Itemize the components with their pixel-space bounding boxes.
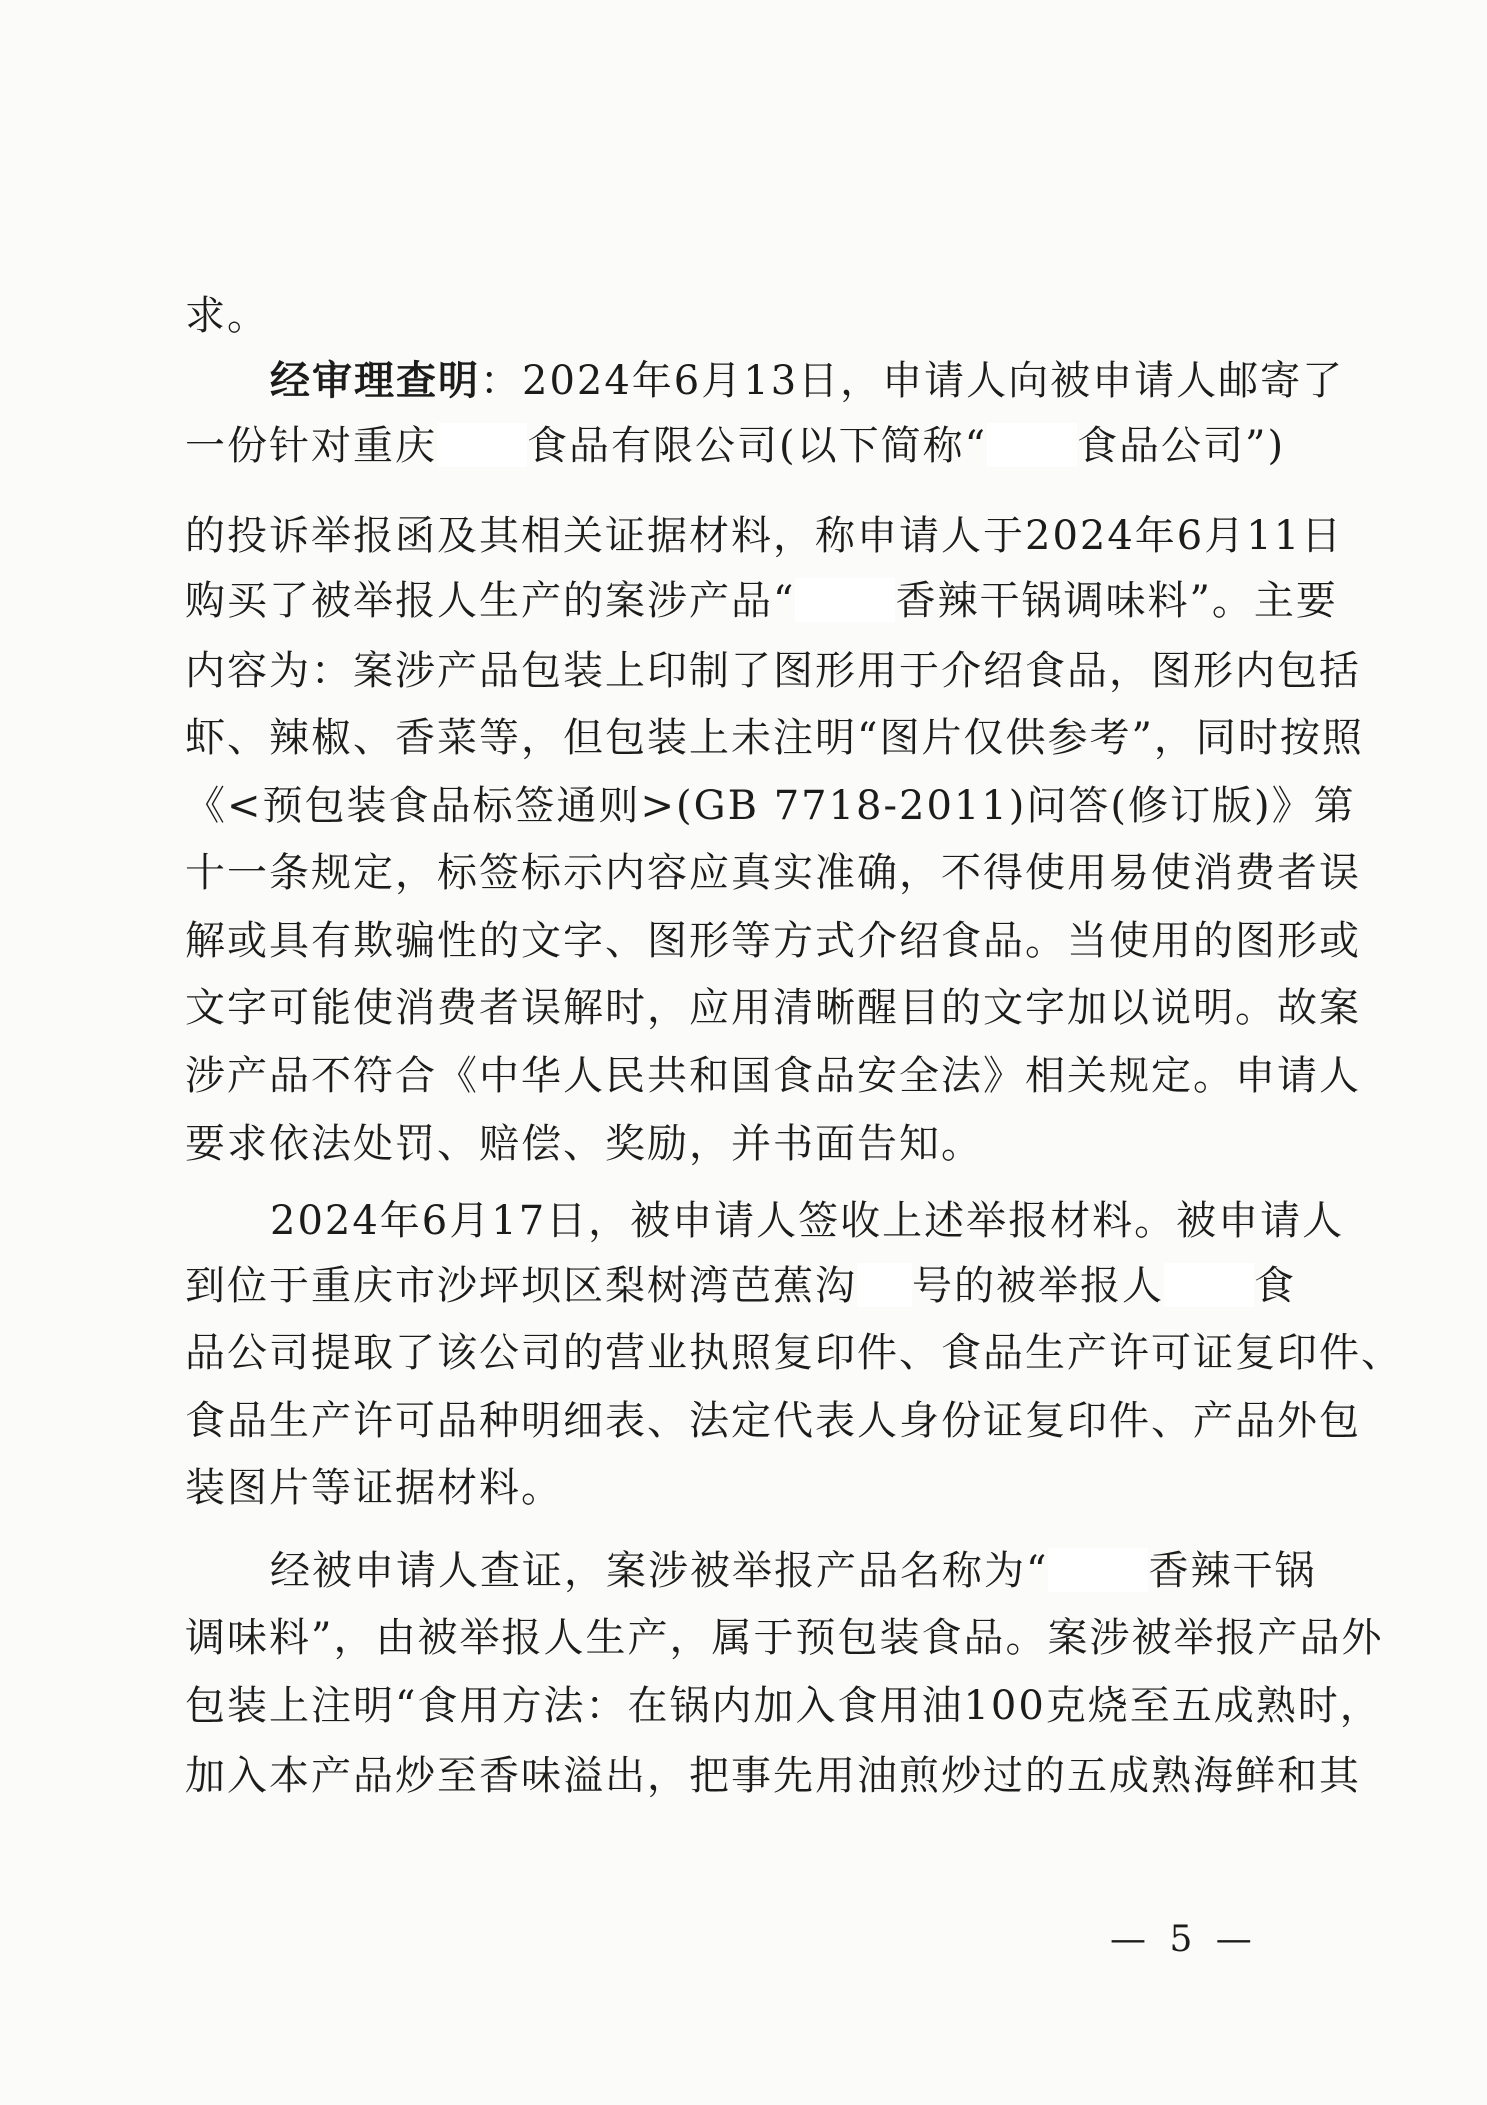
- paragraph-receipt: 2024年6月17日，被申请人签收上述举报材料。被申请人: [270, 1198, 1345, 1244]
- text-line: 要求依法处罚、赔偿、奖励，并书面告知。: [185, 1121, 983, 1167]
- text-line: 涉产品不符合《中华人民共和国食品安全法》相关规定。申请人: [185, 1053, 1361, 1099]
- text-line: 《<预包装食品标签通则>(GB 7718-2011)问答(修订版)》第: [185, 783, 1356, 829]
- text-line: 包装上注明“食用方法：在锅内加入食用油100克烧至五成熟时，: [185, 1683, 1382, 1729]
- redaction-block: [795, 578, 895, 622]
- redaction-block: [987, 423, 1077, 467]
- text-line: 品公司提取了该公司的营业执照复印件、食品生产许可证复印件、: [185, 1330, 1403, 1376]
- text-line: 装图片等证据材料。: [185, 1465, 563, 1511]
- text-line: 一份针对重庆 食品有限公司(以下简称“ 食品公司”): [185, 423, 1286, 469]
- text-line: 虾、辣椒、香菜等，但包装上未注明“图片仅供参考”，同时按照: [185, 715, 1364, 761]
- text-line: 购买了被举报人生产的案涉产品“ 香辣干锅调味料”。主要: [185, 578, 1338, 624]
- paragraph-finding: 经审理查明：2024年6月13日，申请人向被申请人邮寄了: [270, 358, 1345, 404]
- text-line: 加入本产品炒至香味溢出，把事先用油煎炒过的五成熟海鲜和其: [185, 1753, 1361, 1799]
- page-number: — 5 —: [1110, 1919, 1258, 1960]
- text-line: 解或具有欺骗性的文字、图形等方式介绍食品。当使用的图形或: [185, 918, 1361, 964]
- text-line: 文字可能使消费者误解时，应用清晰醒目的文字加以说明。故案: [185, 985, 1361, 1031]
- paragraph-verification: 经被申请人查证，案涉被举报产品名称为“ 香辣干锅: [270, 1548, 1317, 1594]
- text-line: 内容为：案涉产品包装上印制了图形用于介绍食品，图形内包括: [185, 648, 1361, 694]
- text-line: 食品生产许可品种明细表、法定代表人身份证复印件、产品外包: [185, 1398, 1361, 1444]
- text-line: 的投诉举报函及其相关证据材料，称申请人于2024年6月11日: [185, 513, 1344, 559]
- text-line: 到位于重庆市沙坪坝区梨树湾芭蕉沟 号的被举报人 食: [185, 1263, 1296, 1309]
- text-line: 十一条规定，标签标示内容应真实准确，不得使用易使消费者误: [185, 850, 1361, 896]
- redaction-block: [857, 1263, 912, 1307]
- finding-heading: 经审理查明: [270, 358, 480, 404]
- redaction-block: [437, 423, 527, 467]
- redaction-block: [1164, 1263, 1254, 1307]
- text-line: 调味料”，由被举报人生产，属于预包装食品。案涉被举报产品外: [185, 1615, 1384, 1661]
- text-line: 求。: [185, 293, 269, 339]
- redaction-block: [1048, 1548, 1148, 1592]
